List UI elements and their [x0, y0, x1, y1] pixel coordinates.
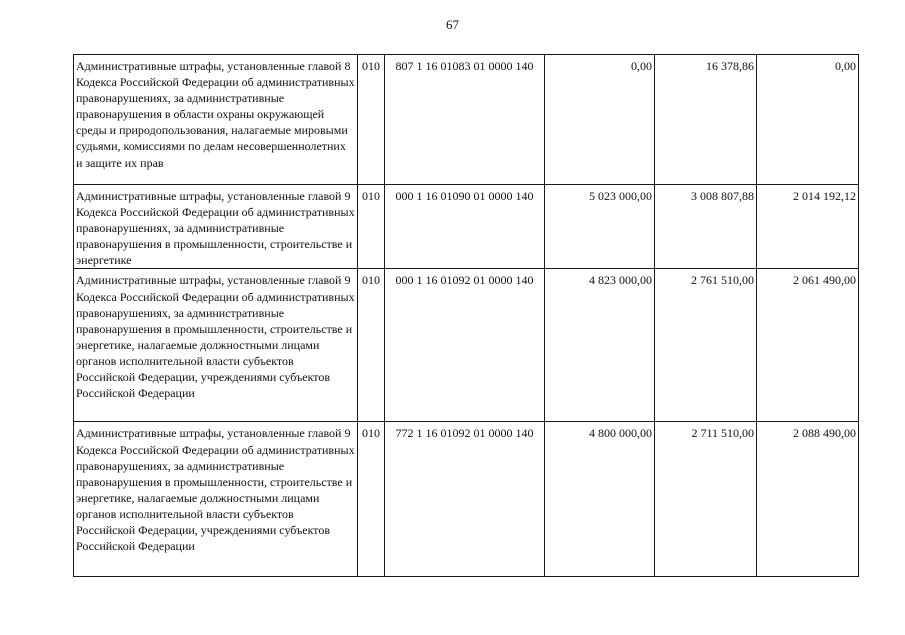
executed-amount-cell: 2 761 510,00: [655, 269, 757, 422]
table-row: [74, 269, 859, 422]
unexecuted-amount-cell: 2 014 192,12: [757, 185, 859, 269]
executed-amount-cell: 2 711 510,00: [655, 422, 757, 577]
budget-classification-code-cell: 000 1 16 01090 01 0000 140: [385, 185, 545, 269]
unexecuted-amount-cell: 2 061 490,00: [757, 269, 859, 422]
income-name-cell: Административные штрафы, установленные главой 9 Кодекса Российской Федерации об административных правонарушениях, за административные правонарушения в промышленности, строительстве и энергетике, налагаемые должностными лицами органов исполнительной власти субъектов Российской Федерации, учреждениями субъектов Российской Федерации: [74, 422, 358, 577]
approved-amount-cell: 4 800 000,00: [545, 422, 655, 577]
table-row: [74, 55, 859, 185]
approved-amount-cell: 4 823 000,00: [545, 269, 655, 422]
line-code-cell: 010: [358, 422, 385, 577]
budget-classification-code-cell: 772 1 16 01092 01 0000 140: [385, 422, 545, 577]
budget-classification-code-cell: 807 1 16 01083 01 0000 140: [385, 55, 545, 185]
table-row: [74, 185, 859, 269]
line-code-cell: 010: [358, 55, 385, 185]
budget-classification-code-cell: 000 1 16 01092 01 0000 140: [385, 269, 545, 422]
executed-amount-cell: 16 378,86: [655, 55, 757, 185]
unexecuted-amount-cell: 0,00: [757, 55, 859, 185]
page-number: 67: [446, 17, 459, 32]
line-code-cell: 010: [358, 185, 385, 269]
approved-amount-cell: 0,00: [545, 55, 655, 185]
income-name-cell: Административные штрафы, установленные главой 9 Кодекса Российской Федерации об административных правонарушениях, за административные правонарушения в промышленности, строительстве и энергетике, налагаемые должностными лицами органов исполнительной власти субъектов Российской Федерации, учреждениями субъектов Российской Федерации: [74, 269, 358, 422]
approved-amount-cell: 5 023 000,00: [545, 185, 655, 269]
revenue-table: [73, 54, 859, 577]
executed-amount-cell: 3 008 807,88: [655, 185, 757, 269]
income-name-cell: Административные штрафы, установленные главой 8 Кодекса Российской Федерации об административных правонарушениях, за административные правонарушения в области охраны окружающей среды и природопользования, налагаемые мировыми судьями, комиссиями по делам несовершеннолетних и защите их прав: [74, 55, 358, 185]
table-row: [74, 422, 859, 577]
line-code-cell: 010: [358, 269, 385, 422]
unexecuted-amount-cell: 2 088 490,00: [757, 422, 859, 577]
income-name-cell: Административные штрафы, установленные главой 9 Кодекса Российской Федерации об административных правонарушениях, за административные правонарушения в промышленности, строительстве и энергетике: [74, 185, 358, 269]
